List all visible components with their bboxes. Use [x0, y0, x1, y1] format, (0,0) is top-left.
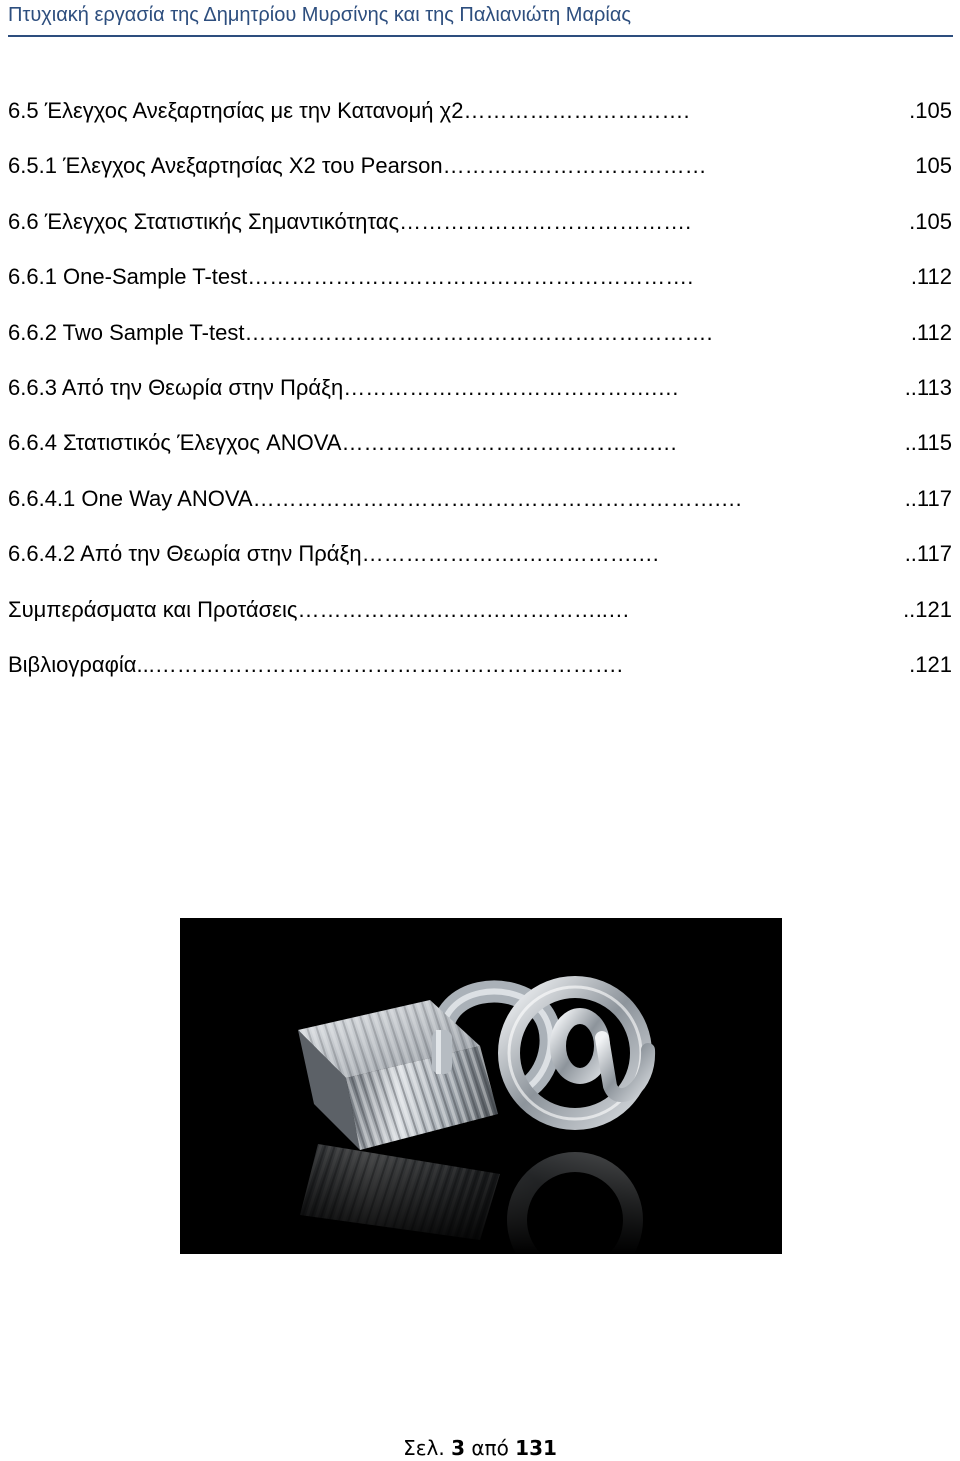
toc-entry-leader: ………………………………….	[399, 208, 692, 234]
toc-entry-title: 6.6.4 Στατιστικός Έλεγχος ANOVA	[8, 430, 342, 456]
toc-entry[interactable]	[8, 207, 952, 262]
toc-entry-page: ..115	[904, 430, 952, 456]
toc-entry-title: Βιβλιογραφία	[8, 651, 137, 677]
toc-entry-page: ..113	[904, 374, 952, 400]
current-page-number: 3	[451, 1436, 465, 1460]
toc-entry[interactable]	[8, 428, 952, 483]
toc-entry[interactable]	[8, 650, 952, 705]
toc-entry[interactable]	[8, 373, 952, 428]
toc-entry-title: 6.6.4.2 Από την Θεωρία στην Πράξη	[8, 541, 362, 567]
running-header: Πτυχιακή εργασία της Δημητρίου Μυρσίνης και της Παλιανιώτη Μαρίας	[8, 4, 632, 26]
padlock-at-sign-image	[180, 918, 782, 1254]
toc-entry-leader: …………………………………….…	[341, 430, 678, 456]
toc-entry-page: ..117	[904, 541, 952, 567]
toc-entry-leader: ...……………………………………………………….	[136, 651, 623, 677]
toc-entry-title: 6.6.3 Από την Θεωρία στην Πράξη	[8, 374, 344, 400]
toc-entry-page: .112	[910, 319, 952, 345]
toc-entry-page: .121	[909, 651, 952, 677]
toc-entry[interactable]	[8, 595, 952, 650]
toc-entry[interactable]	[8, 96, 952, 151]
table-of-contents	[8, 96, 952, 705]
toc-entry-page: .105	[909, 98, 952, 123]
toc-entry-page: .105	[909, 208, 952, 234]
padlock-at-sign-icon	[180, 918, 782, 1254]
toc-entry-title: 6.6.1 One-Sample T-test	[8, 264, 248, 290]
toc-entry[interactable]	[8, 151, 952, 206]
toc-entry-title: 6.6.4.1 One Way ANOVA	[8, 485, 253, 511]
header-divider	[8, 35, 953, 37]
toc-entry-leader: ………………………………	[442, 153, 707, 179]
toc-entry-leader: ……………….…….……………..…	[297, 596, 630, 622]
toc-entry-page: 105	[915, 153, 952, 179]
page-of-label: από	[464, 1436, 516, 1460]
toc-entry-title: Συμπεράσματα και Προτάσεις	[8, 596, 298, 622]
toc-entry-leader: ………………….…………….…	[361, 541, 660, 567]
toc-entry[interactable]	[8, 484, 952, 539]
toc-entry-leader: …………………………………………………….	[247, 264, 694, 290]
toc-entry-title: 6.6.2 Two Sample T-test	[8, 319, 245, 345]
page-footer	[0, 1435, 960, 1461]
toc-entry-title: 6.5.1 Έλεγχος Ανεξαρτησίας Χ2 του Pearson	[8, 153, 443, 179]
toc-entry[interactable]	[8, 539, 952, 594]
toc-entry-leader: ……………………………………………………….	[244, 319, 713, 345]
toc-entry[interactable]	[8, 262, 952, 317]
toc-entry-page: .112	[910, 264, 952, 290]
page-label: Σελ.	[403, 1436, 452, 1460]
toc-entry-page: ..117	[904, 485, 952, 511]
toc-entry-title: 6.6 Έλεγχος Στατιστικής Σημαντικότητας	[8, 208, 400, 234]
toc-entry-title: 6.5 Έλεγχος Ανεξαρτησίας με την Κατανομή χ2	[8, 98, 464, 123]
toc-entry-leader: ……………………………………………………….…	[252, 485, 743, 511]
toc-entry-leader: …………………………………….…	[343, 374, 680, 400]
toc-entry-page: ..121	[903, 596, 952, 622]
toc-entry[interactable]	[8, 318, 952, 373]
total-page-count: 131	[515, 1436, 557, 1460]
toc-entry-leader: ………………………….	[463, 98, 690, 123]
